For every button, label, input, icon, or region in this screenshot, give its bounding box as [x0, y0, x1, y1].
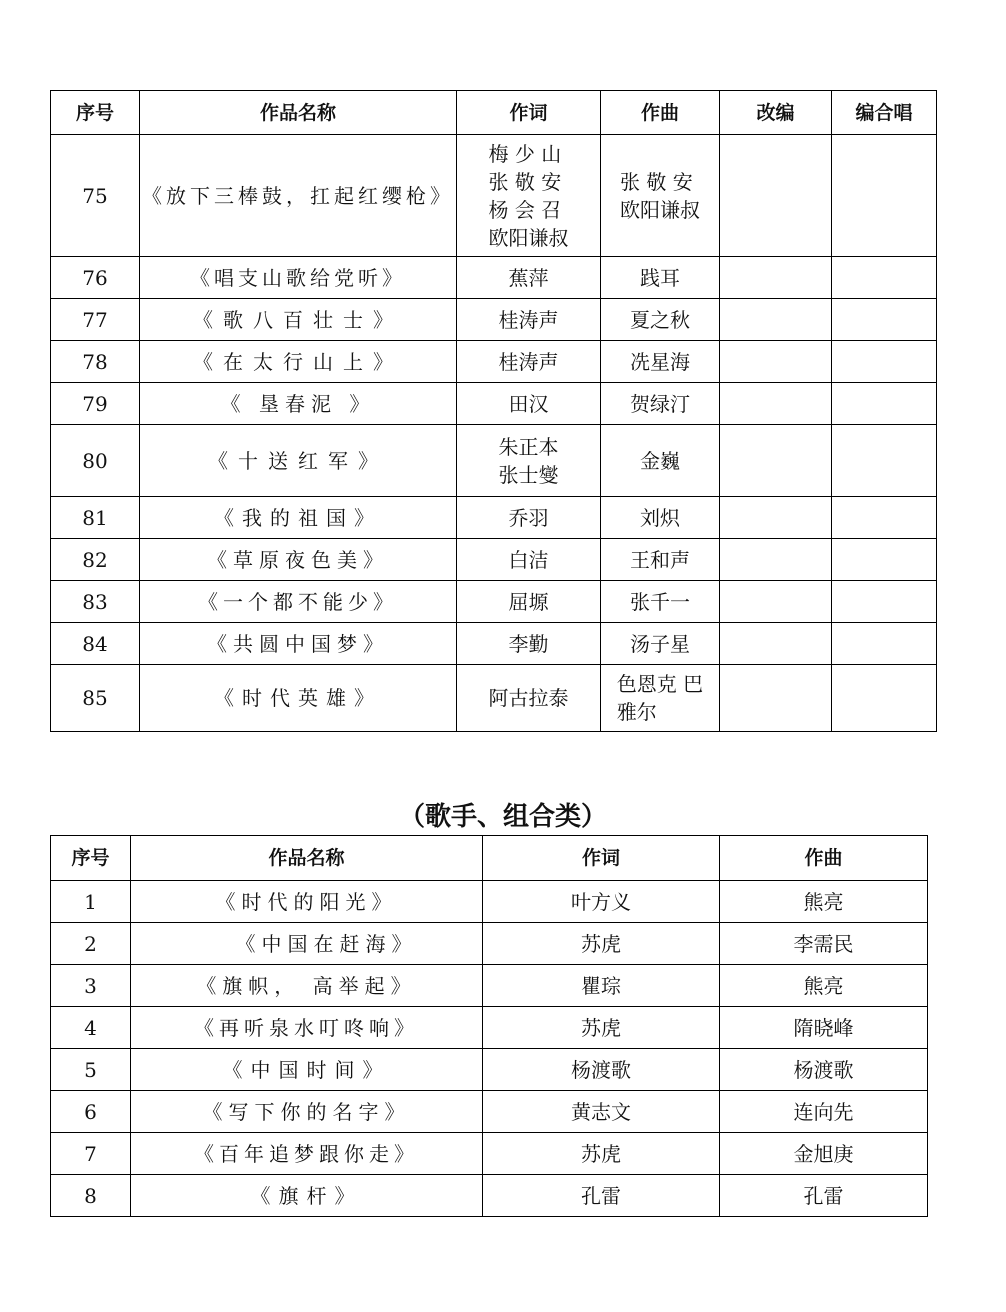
- row-choral: [832, 383, 937, 425]
- table-row: [51, 497, 937, 539]
- table-row: [51, 1091, 928, 1133]
- table-row: [51, 1175, 928, 1217]
- row-num: 83: [51, 581, 140, 623]
- row-num: 77: [51, 299, 140, 341]
- section-title: （歌手、组合类）: [398, 802, 607, 832]
- row-lyrics: 蕉萍: [457, 257, 601, 299]
- row-choral: [832, 299, 937, 341]
- row-arrange: [720, 257, 832, 299]
- table-row: [51, 299, 937, 341]
- row-arrange: [720, 497, 832, 539]
- header-choral: 编合唱: [832, 91, 937, 135]
- row-arrange: [720, 383, 832, 425]
- row-title: 《时代的阳光》: [131, 881, 483, 923]
- works-table-1: [50, 90, 937, 732]
- row-music: 张千一: [601, 581, 720, 623]
- works-table-2: [50, 835, 928, 1217]
- row-num: 75: [51, 135, 140, 257]
- table-row: [51, 881, 928, 923]
- row-lyrics: 桂涛声: [457, 341, 601, 383]
- row-num: 84: [51, 623, 140, 665]
- table-row: [51, 965, 928, 1007]
- table-row: [51, 1007, 928, 1049]
- row-title: 《一个都不能少》: [140, 581, 457, 623]
- row-music: [601, 135, 720, 257]
- row-music: 刘炽: [601, 497, 720, 539]
- row-title: 《写下你的名字》: [131, 1091, 483, 1133]
- row-arrange: [720, 135, 832, 257]
- row-lyrics: 白洁: [457, 539, 601, 581]
- table-row: [51, 135, 937, 257]
- row-lyrics: 瞿琮: [483, 965, 720, 1007]
- row-num: 5: [51, 1049, 131, 1091]
- row-num: 6: [51, 1091, 131, 1133]
- row-num: 7: [51, 1133, 131, 1175]
- header-music: 作曲: [720, 836, 928, 881]
- row-music: 熊亮: [720, 965, 928, 1007]
- row-music: 贺绿汀: [601, 383, 720, 425]
- row-lyrics: 屈塬: [457, 581, 601, 623]
- header-lyrics: 作词: [457, 91, 601, 135]
- row-num: 85: [51, 665, 140, 732]
- header-title: 作品名称: [131, 836, 483, 881]
- table-row: [51, 341, 937, 383]
- row-arrange: [720, 581, 832, 623]
- row-music: 王和声: [601, 539, 720, 581]
- lyricist-names: 梅 少 山 张 敬 安 杨 会 召 欧阳谦叔: [488, 141, 569, 250]
- row-num: 2: [51, 923, 131, 965]
- row-title: 《旗帜， 高举起》: [131, 965, 483, 1007]
- table-row: [51, 665, 937, 732]
- row-title: 《十送红军》: [140, 425, 457, 497]
- row-music: 李需民: [720, 923, 928, 965]
- row-num: 1: [51, 881, 131, 923]
- row-title: 《唱支山歌给党听》: [140, 257, 457, 299]
- row-title: 《在太行山上》: [140, 341, 457, 383]
- row-title: 《共圆中国梦》: [140, 623, 457, 665]
- row-lyrics: 李勤: [457, 623, 601, 665]
- table-row: [51, 257, 937, 299]
- header-title: 作品名称: [140, 91, 457, 135]
- row-music: 隋晓峰: [720, 1007, 928, 1049]
- row-title: 《再听泉水叮咚响》: [131, 1007, 483, 1049]
- row-music: [601, 665, 720, 732]
- row-arrange: [720, 623, 832, 665]
- row-title: 《 垦春泥 》: [140, 383, 457, 425]
- row-title: 《歌八百壮士》: [140, 299, 457, 341]
- row-arrange: [720, 425, 832, 497]
- row-lyrics: 黄志文: [483, 1091, 720, 1133]
- row-title: 《草原夜色美》: [140, 539, 457, 581]
- table1-header-row: [51, 91, 937, 135]
- composer-names: 张 敬 安 欧阳谦叔: [620, 169, 700, 222]
- row-num: 8: [51, 1175, 131, 1217]
- row-title: 《中国在赶海》: [131, 923, 483, 965]
- row-lyrics: 桂涛声: [457, 299, 601, 341]
- row-music: 汤子星: [601, 623, 720, 665]
- row-music: 夏之秋: [601, 299, 720, 341]
- row-lyrics: 阿古拉泰: [457, 665, 601, 732]
- table-row: [51, 539, 937, 581]
- row-num: 79: [51, 383, 140, 425]
- row-title: 《旗杆》: [131, 1175, 483, 1217]
- row-title: 《百年追梦跟你走》: [131, 1133, 483, 1175]
- row-choral: [832, 623, 937, 665]
- table-row: [51, 425, 937, 497]
- row-lyrics: 叶方义: [483, 881, 720, 923]
- table-row: [51, 623, 937, 665]
- row-music: 孔雷: [720, 1175, 928, 1217]
- row-arrange: [720, 299, 832, 341]
- row-num: 4: [51, 1007, 131, 1049]
- table-row: [51, 1049, 928, 1091]
- row-choral: [832, 135, 937, 257]
- row-num: 78: [51, 341, 140, 383]
- header-num: 序号: [51, 91, 140, 135]
- row-music: 金巍: [601, 425, 720, 497]
- row-lyrics: 苏虎: [483, 1133, 720, 1175]
- table2-header-row: [51, 836, 928, 881]
- row-num: 82: [51, 539, 140, 581]
- table-row: [51, 1133, 928, 1175]
- header-num: 序号: [51, 836, 131, 881]
- row-music: 杨渡歌: [720, 1049, 928, 1091]
- table-row: [51, 383, 937, 425]
- header-arrange: 改编: [720, 91, 832, 135]
- row-num: 76: [51, 257, 140, 299]
- header-lyrics: 作词: [483, 836, 720, 881]
- row-lyrics: 杨渡歌: [483, 1049, 720, 1091]
- table-row: [51, 581, 937, 623]
- row-music: 践耳: [601, 257, 720, 299]
- row-choral: [832, 497, 937, 539]
- row-title: 《放下三棒鼓，扛起红缨枪》: [140, 135, 457, 257]
- row-choral: [832, 539, 937, 581]
- row-lyrics: 苏虎: [483, 1007, 720, 1049]
- composer-names: 色恩克 巴 雅尔: [616, 672, 704, 724]
- row-lyrics: 田汉: [457, 383, 601, 425]
- row-lyrics: [457, 135, 601, 257]
- table-row: [51, 923, 928, 965]
- row-title: 《我的祖国》: [140, 497, 457, 539]
- row-lyrics: 乔羽: [457, 497, 601, 539]
- row-lyrics: 朱正本 张士燮: [457, 425, 601, 497]
- row-music: 金旭庚: [720, 1133, 928, 1175]
- row-num: 80: [51, 425, 140, 497]
- row-choral: [832, 257, 937, 299]
- row-choral: [832, 341, 937, 383]
- row-lyrics: 孔雷: [483, 1175, 720, 1217]
- row-lyrics: 苏虎: [483, 923, 720, 965]
- row-choral: [832, 665, 937, 732]
- row-music: 冼星海: [601, 341, 720, 383]
- row-title: 《中国时间》: [131, 1049, 483, 1091]
- row-arrange: [720, 539, 832, 581]
- row-music: 连向先: [720, 1091, 928, 1133]
- row-num: 81: [51, 497, 140, 539]
- row-title: 《时代英雄》: [140, 665, 457, 732]
- row-choral: [832, 581, 937, 623]
- row-music: 熊亮: [720, 881, 928, 923]
- row-arrange: [720, 341, 832, 383]
- header-music: 作曲: [601, 91, 720, 135]
- row-num: 3: [51, 965, 131, 1007]
- row-choral: [832, 425, 937, 497]
- row-arrange: [720, 665, 832, 732]
